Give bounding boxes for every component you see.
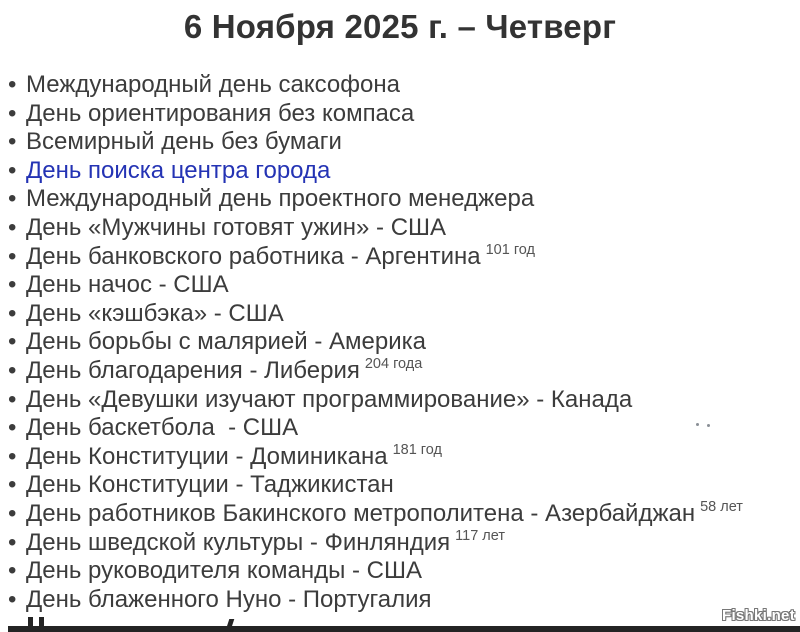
holiday-text: Международный день проектного менеджера	[26, 185, 535, 213]
holiday-text: День блаженного Нуно - Португалия	[26, 585, 432, 613]
bullet-icon: •	[8, 585, 17, 613]
fishki-watermark: Fishki.net	[721, 607, 795, 624]
bullet-icon: •	[8, 328, 17, 356]
list-item	[8, 586, 800, 615]
bullet-icon: •	[8, 156, 17, 184]
holiday-link[interactable]: День поиска центра города	[26, 156, 331, 184]
holiday-text: День баскетбола - США	[26, 414, 299, 442]
holiday-text: День Конституции - Таджикистан	[26, 471, 394, 499]
bullet-icon: •	[8, 271, 17, 299]
list-item	[8, 243, 800, 272]
holiday-text: День благодарения - Либерия	[26, 356, 360, 384]
holiday-age-sup: 181 год	[392, 441, 442, 458]
list-item	[8, 185, 800, 214]
bullet-icon: •	[8, 99, 17, 127]
list-item	[8, 471, 800, 500]
list-item	[8, 443, 800, 472]
list-item	[8, 271, 800, 300]
bullet-icon: •	[8, 242, 17, 270]
holiday-text: День «Мужчины готовят ужин» - США	[26, 213, 447, 241]
list-item	[8, 357, 800, 386]
holiday-text: День шведской культуры - Финляндия	[26, 528, 451, 556]
holiday-age-sup: 58 лет	[700, 498, 743, 515]
holiday-text: День борьбы с малярией - Америка	[26, 328, 426, 356]
bullet-icon: •	[8, 442, 17, 470]
bullet-icon: •	[8, 356, 17, 384]
holiday-text: Международный день саксофона	[26, 71, 400, 98]
bullet-icon: •	[8, 414, 17, 442]
holiday-age-sup: 204 года	[364, 355, 423, 372]
holiday-list	[8, 71, 800, 614]
holiday-text: День Конституции - Доминикана	[26, 442, 388, 470]
list-item	[8, 328, 800, 357]
list-item	[8, 157, 800, 186]
list-item	[8, 529, 800, 558]
speck-artifact	[696, 423, 699, 426]
holiday-text: День банковского работника - Аргентина	[26, 242, 481, 270]
page-title: 6 Ноября 2025 г. – Четверг	[183, 8, 617, 45]
list-item	[8, 214, 800, 243]
holiday-text: День руководителя команды - США	[26, 557, 423, 585]
list-item	[8, 300, 800, 329]
list-item	[8, 557, 800, 586]
bullet-icon: •	[8, 499, 17, 527]
holiday-age-sup: 101 год	[485, 241, 535, 258]
holiday-text: День работников Бакинского метрополитена - Азербайджан	[26, 499, 696, 527]
holiday-text: День «Девушки изучают программирование» - Канада	[26, 385, 633, 413]
bullet-icon: •	[8, 471, 17, 499]
bullet-icon: •	[8, 185, 17, 213]
list-item	[8, 71, 800, 100]
holiday-age-sup: 117 лет	[455, 527, 505, 544]
list-item	[8, 414, 800, 443]
speck-artifact	[707, 424, 710, 427]
bullet-icon: •	[8, 128, 17, 156]
list-item	[8, 500, 800, 529]
holiday-text: День начос - США	[26, 271, 229, 299]
bullet-icon: •	[8, 213, 17, 241]
list-item	[8, 100, 800, 129]
list-item	[8, 128, 800, 157]
holiday-text: День «кэшбэка» - США	[26, 299, 284, 327]
list-item	[8, 386, 800, 415]
cropped-text-artifact	[8, 626, 800, 632]
holiday-text: День ориентирования без компаса	[26, 99, 415, 127]
bullet-icon: •	[8, 71, 17, 98]
bullet-icon: •	[8, 299, 17, 327]
bullet-icon: •	[8, 385, 17, 413]
bullet-icon: •	[8, 557, 17, 585]
bullet-icon: •	[8, 528, 17, 556]
holiday-text: Всемирный день без бумаги	[26, 128, 342, 156]
